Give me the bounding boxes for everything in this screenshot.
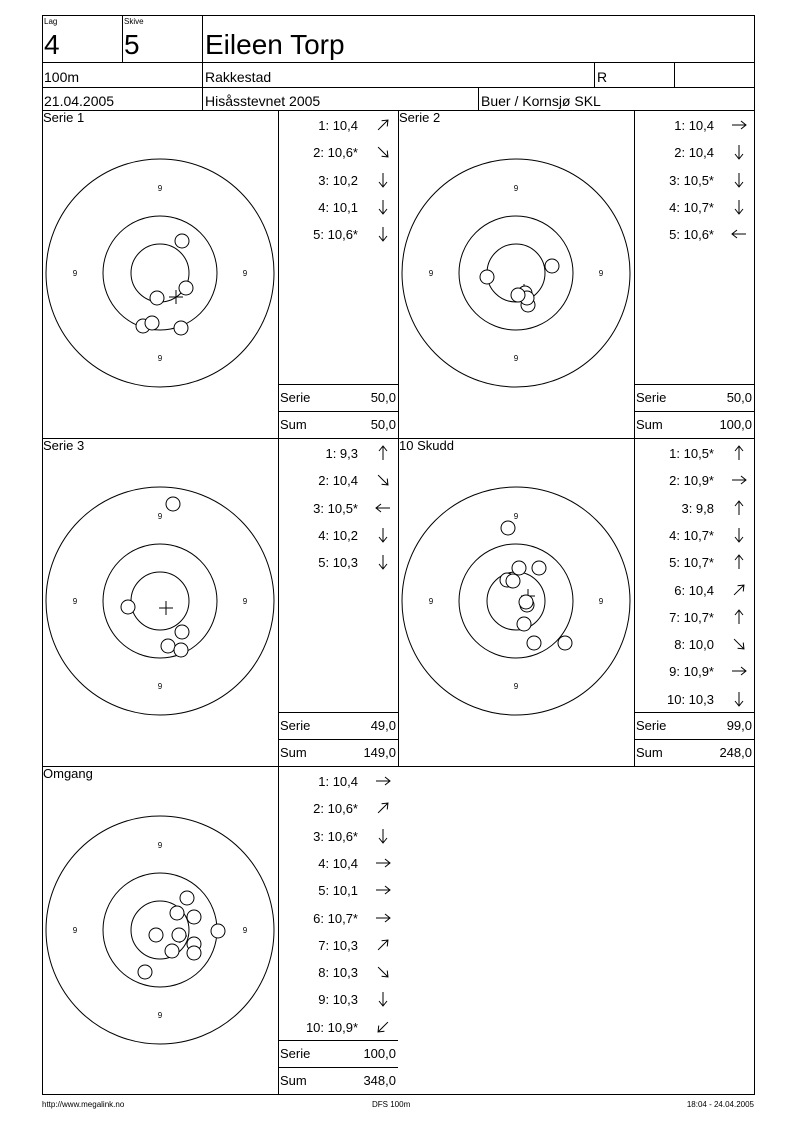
arrow-down-icon [730,171,748,189]
ring-label: 9 [598,597,604,606]
shot-row [634,528,754,544]
arrow-down-icon [374,526,392,544]
sum-row [634,745,754,761]
shot-score: 6: 10,4 [674,582,714,598]
shot-score: 4: 10,2 [318,527,358,543]
serie-row [634,718,754,734]
shot-row [278,801,398,817]
arrow-right-icon [374,881,392,899]
target-face [42,155,278,391]
shot-hole [512,561,526,575]
shot-score: 5: 10,7* [669,555,714,571]
shot-hole [558,636,572,650]
shot-score: 2: 10,6* [313,145,358,161]
ring-label: 9 [157,512,163,521]
arrow-down-icon [374,171,392,189]
sum-row [634,417,754,433]
shot-hole [532,561,546,575]
shot-row [278,118,398,134]
shot-row [278,173,398,189]
panel-title: Serie 1 [43,110,85,125]
arrow-right-icon [374,909,392,927]
target-face [398,483,634,719]
sum-value: 348,0 [363,1073,396,1088]
arrow-up-right-icon [730,581,748,599]
panel-title: Serie 3 [43,438,85,453]
shot-score: 3: 10,5* [669,172,714,188]
shot-row [278,227,398,243]
sum-label: Sum [280,745,307,760]
shot-score: 4: 10,4 [318,855,358,871]
shot-hole [179,281,193,295]
arrow-up-right-icon [374,936,392,954]
shot-hole [175,625,189,639]
shot-hole [501,521,515,535]
shot-score: 5: 10,3 [318,555,358,571]
shot-hole [149,928,163,942]
ring-label: 9 [72,597,78,606]
shot-score: 4: 10,7* [669,527,714,543]
arrow-down-icon [374,225,392,243]
ring-label: 9 [157,1011,163,1020]
sum-row [278,745,398,761]
shot-row [278,829,398,845]
footer-url[interactable]: http://www.megalink.no [42,1100,125,1109]
serie-row [278,1046,398,1062]
organizer: Buer / Kornsjø SKL [481,93,601,109]
target-ring [459,216,573,330]
shot-score: 2: 10,9* [669,473,714,489]
shot-hole [150,291,164,305]
shot-score: 1: 10,4 [674,118,714,133]
serie-row [278,718,398,734]
sum-value: 149,0 [363,745,396,760]
shot-hole [517,617,531,631]
shot-hole [187,946,201,960]
target-ring [46,159,274,387]
shot-score: 1: 10,5* [669,446,714,461]
shot-row [634,637,754,653]
shot-hole [174,643,188,657]
serie-label: Serie [636,390,667,405]
sum-value: 248,0 [719,745,752,760]
arrow-down-left-icon [374,1018,392,1036]
shot-row [634,555,754,571]
shot-score: 5: 10,6* [313,227,358,243]
target-ring [103,216,217,330]
arrow-up-right-icon [374,116,392,134]
shot-score: 1: 10,4 [318,774,358,789]
shot-score: 3: 10,6* [313,828,358,844]
shot-score: 5: 10,6* [669,227,714,243]
shot-row [278,501,398,517]
shot-row [278,446,398,462]
shot-hole [527,636,541,650]
arrow-right-icon [374,772,392,790]
shot-row [278,911,398,927]
arrow-up-icon [730,553,748,571]
shot-hole [174,321,188,335]
shot-hole [180,891,194,905]
sum-label: Sum [636,745,663,760]
shot-score: 3: 10,2 [318,172,358,188]
arrow-down-icon [730,690,748,708]
sum-label: Sum [280,417,307,432]
shot-score: 2: 10,4 [318,473,358,489]
shot-score: 2: 10,4 [674,145,714,161]
panel-title: 10 Skudd [399,438,454,453]
shot-score: 1: 10,4 [318,118,358,133]
arrow-right-icon [374,854,392,872]
shooter-name: Eileen Torp [205,29,345,60]
ring-label: 9 [428,269,434,278]
shot-score: 4: 10,7* [669,199,714,215]
shot-hole [506,574,520,588]
distance: 100m [44,69,80,85]
serie-label: Serie [636,718,667,733]
shot-row [634,227,754,243]
target-face [42,483,278,719]
target-ring [131,572,189,630]
ring-label: 9 [513,682,519,691]
shot-score: 7: 10,7* [669,609,714,625]
shot-hole [172,928,186,942]
shot-row [278,145,398,161]
shot-score: 1: 9,3 [325,446,358,461]
ring-label: 9 [428,597,434,606]
ring-label: 9 [513,354,519,363]
shot-hole [511,288,525,302]
arrow-left-icon [374,499,392,517]
skive-label: Skive [124,17,144,26]
arrow-down-icon [374,990,392,1008]
serie-label: Serie [280,390,311,405]
event: Hisåsstevnet 2005 [205,93,321,109]
shot-row [634,583,754,599]
shot-row [634,610,754,626]
shot-row [278,1020,398,1036]
serie-value: 50,0 [370,390,396,405]
shot-score: 8: 10,0 [674,637,714,653]
ring-label: 9 [242,597,248,606]
class: R [597,69,608,85]
shot-score: 2: 10,6* [313,801,358,817]
serie-row [634,390,754,406]
shot-score: 3: 10,5* [313,500,358,516]
arrow-up-right-icon [374,799,392,817]
shot-hole [519,595,533,609]
shot-score: 10: 10,3 [667,691,714,707]
arrow-up-icon [730,499,748,517]
shot-hole [175,234,189,248]
lag-value: 4 [44,29,60,60]
shot-score: 3: 9,8 [681,500,714,516]
ring-label: 9 [157,184,163,193]
sum-label: Sum [280,1073,307,1088]
sum-value: 50,0 [370,417,396,432]
shot-row [278,528,398,544]
ring-label: 9 [72,926,78,935]
sum-value: 100,0 [719,417,752,432]
shot-row [634,473,754,489]
ring-label: 9 [513,184,519,193]
arrow-down-right-icon [730,635,748,653]
date: 21.04.2005 [44,93,115,109]
lag-label: Lag [44,17,58,26]
serie-value: 49,0 [370,718,396,733]
ring-label: 9 [242,926,248,935]
shot-score: 4: 10,1 [318,199,358,215]
shot-row [278,555,398,571]
shot-score: 9: 10,9* [669,664,714,680]
target-ring [402,159,630,387]
shot-row [278,883,398,899]
ring-label: 9 [242,269,248,278]
shot-row [278,774,398,790]
target-face [398,155,634,391]
shot-hole [187,910,201,924]
shot-score: 6: 10,7* [313,910,358,926]
target-ring [459,544,573,658]
shot-score: 7: 10,3 [318,937,358,953]
serie-value: 99,0 [726,718,752,733]
target-ring [46,487,274,715]
panel-title: Serie 2 [399,110,441,125]
arrow-up-icon [730,444,748,462]
ring-label: 9 [72,269,78,278]
arrow-down-icon [374,198,392,216]
club: Rakkestad [205,69,272,85]
shot-hole [211,924,225,938]
shot-hole [165,944,179,958]
shot-hole [138,965,152,979]
shot-hole [480,270,494,284]
shot-hole [166,497,180,511]
ring-label: 9 [157,354,163,363]
shot-row [634,446,754,462]
arrow-right-icon [730,662,748,680]
shot-row [634,200,754,216]
footer-timestamp: 18:04 - 24.04.2005 [686,1100,754,1109]
shot-row [278,938,398,954]
footer-program: DFS 100m [372,1100,411,1109]
shot-score: 10: 10,9* [305,1019,358,1035]
serie-label: Serie [280,1046,311,1061]
arrow-up-icon [374,444,392,462]
ring-label: 9 [157,682,163,691]
sum-label: Sum [636,417,663,432]
shot-hole [170,906,184,920]
arrow-down-icon [730,198,748,216]
ring-label: 9 [598,269,604,278]
shot-row [278,200,398,216]
arrow-down-icon [374,553,392,571]
shot-row [634,664,754,680]
shot-row [634,145,754,161]
ring-label: 9 [157,841,163,850]
arrow-down-right-icon [374,963,392,981]
shot-row [634,173,754,189]
arrow-down-icon [730,526,748,544]
target-ring [402,487,630,715]
ring-label: 9 [513,512,519,521]
shot-score: 5: 10,1 [318,883,358,899]
arrow-down-icon [730,143,748,161]
shot-score: 8: 10,3 [318,965,358,981]
target-face [42,812,278,1048]
shot-row [634,501,754,517]
shot-hole [161,639,175,653]
arrow-left-icon [730,225,748,243]
arrow-right-icon [730,471,748,489]
panel-title: Omgang [43,766,93,781]
target-ring [103,544,217,658]
shot-hole [545,259,559,273]
shot-row [278,473,398,489]
shot-row [278,992,398,1008]
serie-row [278,390,398,406]
skive-value: 5 [124,29,140,60]
sum-row [278,417,398,433]
shot-row [278,856,398,872]
arrow-down-right-icon [374,143,392,161]
serie-label: Serie [280,718,311,733]
serie-value: 100,0 [363,1046,396,1061]
shot-hole [121,600,135,614]
shot-row [278,965,398,981]
shot-row [634,692,754,708]
arrow-up-icon [730,608,748,626]
arrow-right-icon [730,116,748,134]
arrow-down-right-icon [374,471,392,489]
sum-row [278,1073,398,1089]
shot-row [634,118,754,134]
shot-score: 9: 10,3 [318,992,358,1008]
shot-hole [145,316,159,330]
arrow-down-icon [374,827,392,845]
mean-point-cross [159,601,173,615]
serie-value: 50,0 [726,390,752,405]
